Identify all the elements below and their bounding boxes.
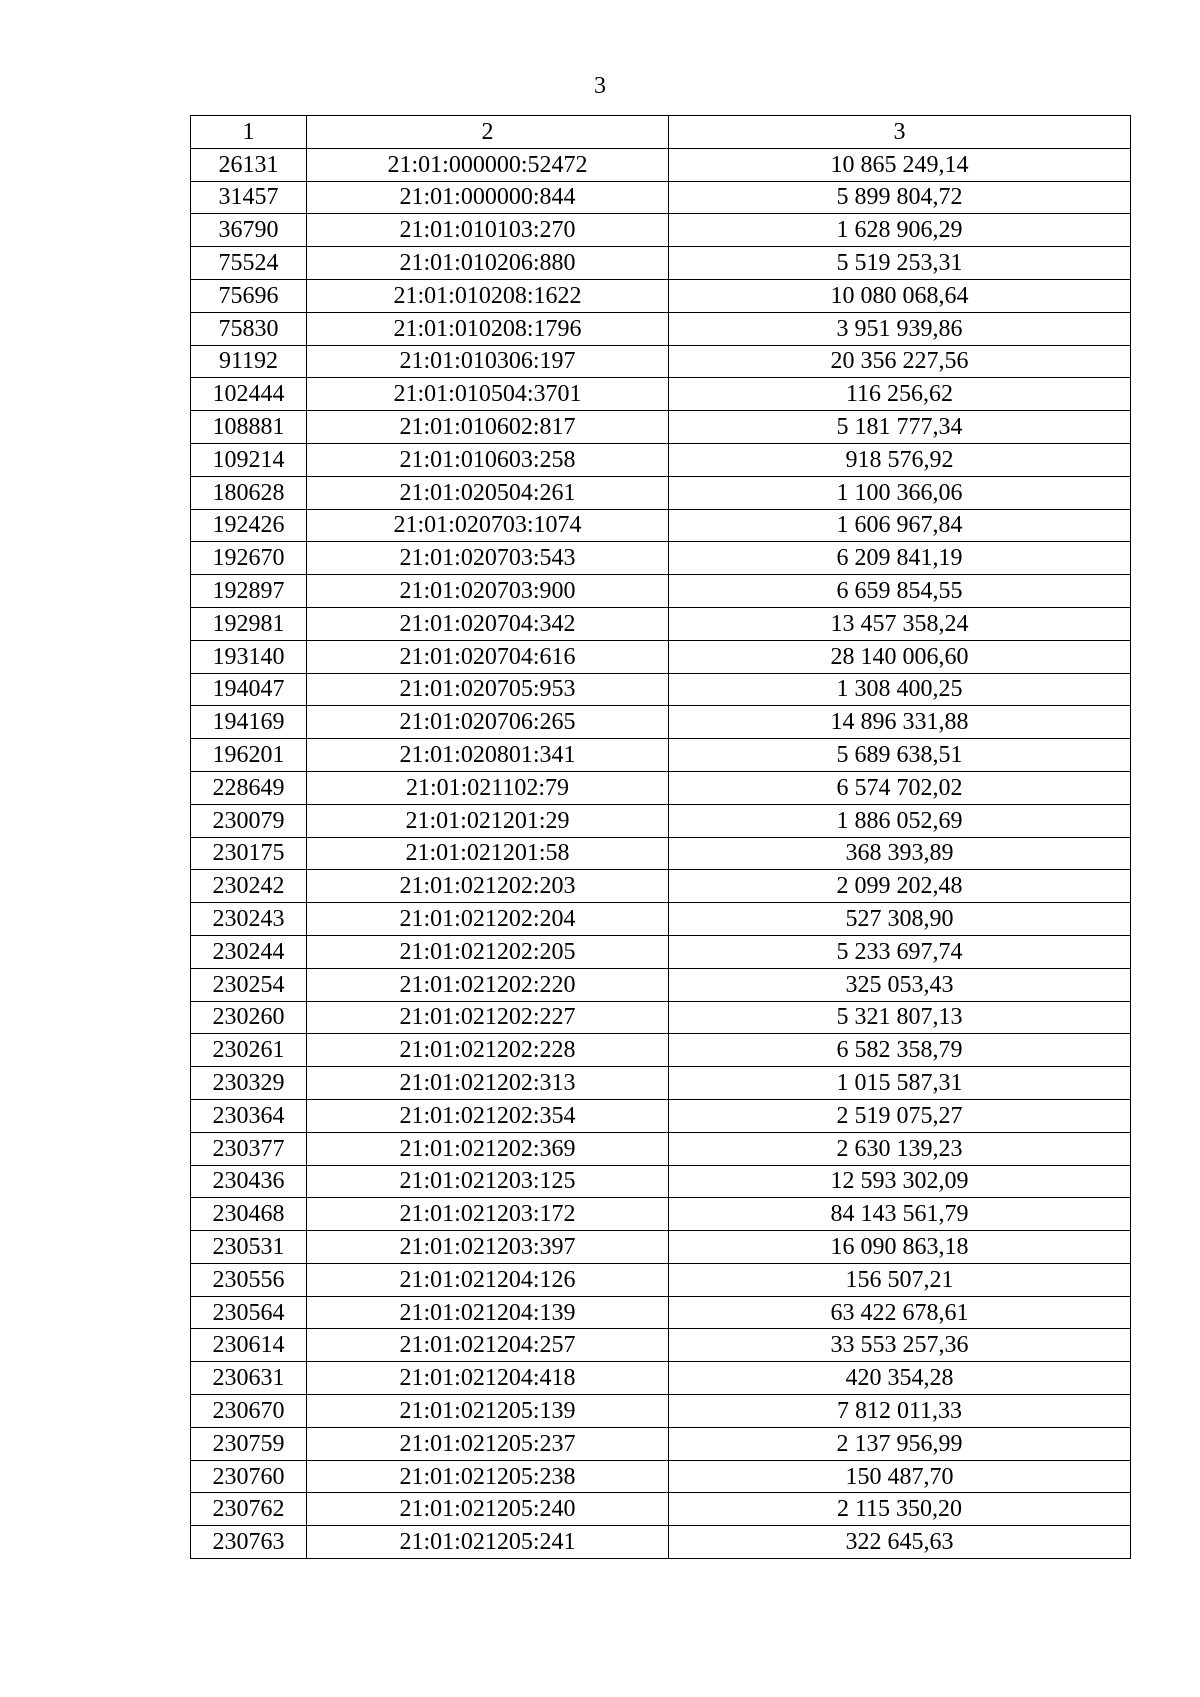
table-row xyxy=(191,1329,1131,1362)
table-row xyxy=(191,968,1131,1001)
table-row xyxy=(191,345,1131,378)
data-table xyxy=(190,115,1131,1559)
cadastral-number-cell: 21:01:021201:58 xyxy=(307,837,669,870)
cadastral-number-cell: 21:01:000000:844 xyxy=(307,181,669,214)
value-cell: 12 593 302,09 xyxy=(669,1165,1131,1198)
cadastral-number-cell: 21:01:021204:126 xyxy=(307,1263,669,1296)
cadastral-number-cell: 21:01:021203:125 xyxy=(307,1165,669,1198)
cadastral-number-cell: 21:01:021202:354 xyxy=(307,1099,669,1132)
cadastral-number-cell: 21:01:020703:900 xyxy=(307,575,669,608)
row-number-cell: 230329 xyxy=(191,1067,307,1100)
table-row xyxy=(191,640,1131,673)
value-cell: 6 574 702,02 xyxy=(669,771,1131,804)
cadastral-number-cell: 21:01:010306:197 xyxy=(307,345,669,378)
table-row xyxy=(191,148,1131,181)
cadastral-number-cell: 21:01:020801:341 xyxy=(307,739,669,772)
row-number-cell: 230763 xyxy=(191,1526,307,1559)
table-row xyxy=(191,378,1131,411)
table-row xyxy=(191,1067,1131,1100)
cadastral-number-cell: 21:01:000000:52472 xyxy=(307,148,669,181)
column-header-2: 2 xyxy=(307,116,669,149)
value-cell: 10 865 249,14 xyxy=(669,148,1131,181)
value-cell: 28 140 006,60 xyxy=(669,640,1131,673)
table-header-row xyxy=(191,116,1131,149)
table-row xyxy=(191,706,1131,739)
cadastral-number-cell: 21:01:021203:397 xyxy=(307,1231,669,1264)
value-cell: 2 630 139,23 xyxy=(669,1132,1131,1165)
row-number-cell: 196201 xyxy=(191,739,307,772)
row-number-cell: 36790 xyxy=(191,214,307,247)
value-cell: 63 422 678,61 xyxy=(669,1296,1131,1329)
cadastral-number-cell: 21:01:010504:3701 xyxy=(307,378,669,411)
row-number-cell: 194047 xyxy=(191,673,307,706)
value-cell: 150 487,70 xyxy=(669,1460,1131,1493)
table-row xyxy=(191,443,1131,476)
table-row xyxy=(191,1427,1131,1460)
cadastral-number-cell: 21:01:020704:342 xyxy=(307,607,669,640)
table-row xyxy=(191,1165,1131,1198)
table-row xyxy=(191,1263,1131,1296)
table-row xyxy=(191,870,1131,903)
row-number-cell: 31457 xyxy=(191,181,307,214)
row-number-cell: 75830 xyxy=(191,312,307,345)
row-number-cell: 230260 xyxy=(191,1001,307,1034)
row-number-cell: 230261 xyxy=(191,1034,307,1067)
row-number-cell: 192981 xyxy=(191,607,307,640)
row-number-cell: 230436 xyxy=(191,1165,307,1198)
value-cell: 6 582 358,79 xyxy=(669,1034,1131,1067)
row-number-cell: 194169 xyxy=(191,706,307,739)
table-row xyxy=(191,542,1131,575)
cadastral-number-cell: 21:01:020703:1074 xyxy=(307,509,669,542)
table-row xyxy=(191,1099,1131,1132)
cadastral-number-cell: 21:01:021205:139 xyxy=(307,1395,669,1428)
table-row xyxy=(191,1231,1131,1264)
value-cell: 116 256,62 xyxy=(669,378,1131,411)
cadastral-number-cell: 21:01:010206:880 xyxy=(307,247,669,280)
table-row xyxy=(191,1296,1131,1329)
value-cell: 420 354,28 xyxy=(669,1362,1131,1395)
row-number-cell: 109214 xyxy=(191,443,307,476)
table-row xyxy=(191,673,1131,706)
table-row xyxy=(191,1001,1131,1034)
row-number-cell: 230531 xyxy=(191,1231,307,1264)
cadastral-number-cell: 21:01:020705:953 xyxy=(307,673,669,706)
value-cell: 14 896 331,88 xyxy=(669,706,1131,739)
cadastral-number-cell: 21:01:021202:220 xyxy=(307,968,669,1001)
cadastral-number-cell: 21:01:021203:172 xyxy=(307,1198,669,1231)
cadastral-number-cell: 21:01:021205:241 xyxy=(307,1526,669,1559)
column-header-3: 3 xyxy=(669,116,1131,149)
row-number-cell: 192897 xyxy=(191,575,307,608)
table-row xyxy=(191,1132,1131,1165)
value-cell: 1 100 366,06 xyxy=(669,476,1131,509)
cadastral-number-cell: 21:01:010603:258 xyxy=(307,443,669,476)
value-cell: 1 886 052,69 xyxy=(669,804,1131,837)
value-cell: 84 143 561,79 xyxy=(669,1198,1131,1231)
table-row xyxy=(191,1395,1131,1428)
row-number-cell: 75696 xyxy=(191,279,307,312)
table-row xyxy=(191,181,1131,214)
value-cell: 1 606 967,84 xyxy=(669,509,1131,542)
row-number-cell: 230244 xyxy=(191,935,307,968)
value-cell: 2 115 350,20 xyxy=(669,1493,1131,1526)
table-row xyxy=(191,903,1131,936)
cadastral-number-cell: 21:01:021204:418 xyxy=(307,1362,669,1395)
row-number-cell: 230670 xyxy=(191,1395,307,1428)
value-cell: 527 308,90 xyxy=(669,903,1131,936)
table-row xyxy=(191,837,1131,870)
value-cell: 2 519 075,27 xyxy=(669,1099,1131,1132)
cadastral-number-cell: 21:01:021202:227 xyxy=(307,1001,669,1034)
row-number-cell: 91192 xyxy=(191,345,307,378)
table-row xyxy=(191,214,1131,247)
value-cell: 3 951 939,86 xyxy=(669,312,1131,345)
value-cell: 2 099 202,48 xyxy=(669,870,1131,903)
cadastral-number-cell: 21:01:021204:257 xyxy=(307,1329,669,1362)
value-cell: 6 659 854,55 xyxy=(669,575,1131,608)
value-cell: 10 080 068,64 xyxy=(669,279,1131,312)
row-number-cell: 230377 xyxy=(191,1132,307,1165)
row-number-cell: 230243 xyxy=(191,903,307,936)
value-cell: 33 553 257,36 xyxy=(669,1329,1131,1362)
row-number-cell: 230079 xyxy=(191,804,307,837)
row-number-cell: 230614 xyxy=(191,1329,307,1362)
cadastral-number-cell: 21:01:021205:237 xyxy=(307,1427,669,1460)
table-row xyxy=(191,411,1131,444)
row-number-cell: 75524 xyxy=(191,247,307,280)
cadastral-number-cell: 21:01:021201:29 xyxy=(307,804,669,837)
table-header xyxy=(191,116,1131,149)
cadastral-number-cell: 21:01:010103:270 xyxy=(307,214,669,247)
page-number: 3 xyxy=(594,73,606,99)
cadastral-number-cell: 21:01:020704:616 xyxy=(307,640,669,673)
row-number-cell: 193140 xyxy=(191,640,307,673)
table-row xyxy=(191,935,1131,968)
table-row xyxy=(191,739,1131,772)
row-number-cell: 230556 xyxy=(191,1263,307,1296)
table-row xyxy=(191,279,1131,312)
value-cell: 1 628 906,29 xyxy=(669,214,1131,247)
table-row xyxy=(191,1460,1131,1493)
table-row xyxy=(191,1526,1131,1559)
row-number-cell: 228649 xyxy=(191,771,307,804)
row-number-cell: 230762 xyxy=(191,1493,307,1526)
value-cell: 5 233 697,74 xyxy=(669,935,1131,968)
table-row xyxy=(191,575,1131,608)
cadastral-number-cell: 21:01:021205:240 xyxy=(307,1493,669,1526)
value-cell: 6 209 841,19 xyxy=(669,542,1131,575)
table-row xyxy=(191,247,1131,280)
value-cell: 1 308 400,25 xyxy=(669,673,1131,706)
row-number-cell: 230175 xyxy=(191,837,307,870)
cadastral-number-cell: 21:01:010602:817 xyxy=(307,411,669,444)
cadastral-number-cell: 21:01:020504:261 xyxy=(307,476,669,509)
column-header-1: 1 xyxy=(191,116,307,149)
table-row xyxy=(191,1362,1131,1395)
value-cell: 5 689 638,51 xyxy=(669,739,1131,772)
cadastral-number-cell: 21:01:020706:265 xyxy=(307,706,669,739)
cadastral-number-cell: 21:01:021204:139 xyxy=(307,1296,669,1329)
value-cell: 2 137 956,99 xyxy=(669,1427,1131,1460)
cadastral-number-cell: 21:01:021202:205 xyxy=(307,935,669,968)
table-row xyxy=(191,771,1131,804)
row-number-cell: 180628 xyxy=(191,476,307,509)
row-number-cell: 192426 xyxy=(191,509,307,542)
row-number-cell: 230468 xyxy=(191,1198,307,1231)
row-number-cell: 230364 xyxy=(191,1099,307,1132)
cadastral-number-cell: 21:01:021202:313 xyxy=(307,1067,669,1100)
value-cell: 5 899 804,72 xyxy=(669,181,1131,214)
row-number-cell: 26131 xyxy=(191,148,307,181)
value-cell: 20 356 227,56 xyxy=(669,345,1131,378)
table-row xyxy=(191,476,1131,509)
cadastral-number-cell: 21:01:021102:79 xyxy=(307,771,669,804)
row-number-cell: 230564 xyxy=(191,1296,307,1329)
cadastral-number-cell: 21:01:020703:543 xyxy=(307,542,669,575)
value-cell: 918 576,92 xyxy=(669,443,1131,476)
cadastral-number-cell: 21:01:021202:203 xyxy=(307,870,669,903)
table-row xyxy=(191,804,1131,837)
table-body xyxy=(191,148,1131,1558)
cadastral-number-cell: 21:01:021202:204 xyxy=(307,903,669,936)
row-number-cell: 230760 xyxy=(191,1460,307,1493)
value-cell: 1 015 587,31 xyxy=(669,1067,1131,1100)
cadastral-number-cell: 21:01:021205:238 xyxy=(307,1460,669,1493)
cadastral-number-cell: 21:01:021202:369 xyxy=(307,1132,669,1165)
row-number-cell: 192670 xyxy=(191,542,307,575)
value-cell: 7 812 011,33 xyxy=(669,1395,1131,1428)
value-cell: 156 507,21 xyxy=(669,1263,1131,1296)
value-cell: 368 393,89 xyxy=(669,837,1131,870)
value-cell: 322 645,63 xyxy=(669,1526,1131,1559)
value-cell: 16 090 863,18 xyxy=(669,1231,1131,1264)
table-row xyxy=(191,1493,1131,1526)
value-cell: 325 053,43 xyxy=(669,968,1131,1001)
table-row xyxy=(191,312,1131,345)
row-number-cell: 230254 xyxy=(191,968,307,1001)
value-cell: 5 519 253,31 xyxy=(669,247,1131,280)
table-row xyxy=(191,1198,1131,1231)
table-row xyxy=(191,607,1131,640)
table-row xyxy=(191,509,1131,542)
row-number-cell: 230242 xyxy=(191,870,307,903)
cadastral-number-cell: 21:01:010208:1622 xyxy=(307,279,669,312)
cadastral-number-cell: 21:01:021202:228 xyxy=(307,1034,669,1067)
value-cell: 5 321 807,13 xyxy=(669,1001,1131,1034)
table-row xyxy=(191,1034,1131,1067)
value-cell: 13 457 358,24 xyxy=(669,607,1131,640)
row-number-cell: 230631 xyxy=(191,1362,307,1395)
cadastral-number-cell: 21:01:010208:1796 xyxy=(307,312,669,345)
value-cell: 5 181 777,34 xyxy=(669,411,1131,444)
row-number-cell: 108881 xyxy=(191,411,307,444)
row-number-cell: 230759 xyxy=(191,1427,307,1460)
row-number-cell: 102444 xyxy=(191,378,307,411)
